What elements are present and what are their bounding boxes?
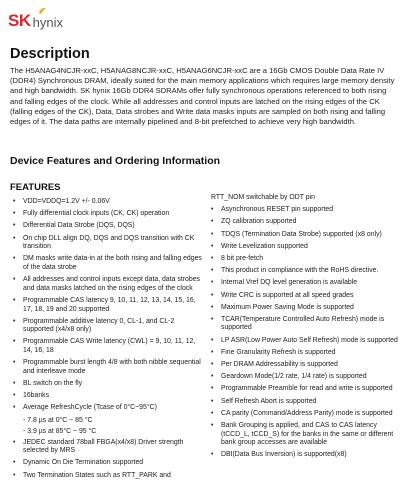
feature-item [13, 276, 203, 293]
bullet-icon: • [211, 230, 214, 238]
feature-text: ZQ calibration supported [221, 218, 297, 226]
features-ordering-heading: Device Features and Ordering Information [10, 155, 221, 167]
features-right-column [211, 194, 399, 464]
features-subheading: FEATURES [10, 182, 61, 193]
feature-text: Programmable CAS Write latency (CWL) = 9, 10, 11, 12, 14, 16, 18 [23, 338, 196, 355]
bullet-icon: • [13, 359, 16, 367]
feature-text: All addresses and control inputs except data, data strobes and data masks latched on the rising edges of the clock [23, 276, 200, 292]
feature-item [13, 235, 203, 252]
logo-sk-text: SK [8, 11, 31, 30]
feature-item [13, 338, 203, 355]
feature-item [211, 279, 399, 288]
bullet-icon: • [211, 254, 214, 262]
feature-item [211, 398, 399, 407]
bullet-icon: • [13, 296, 16, 304]
feature-item [211, 422, 399, 448]
bullet-icon: • [13, 404, 16, 412]
bullet-icon: • [211, 421, 214, 429]
feature-item [211, 316, 399, 333]
bullet-icon: • [211, 303, 214, 311]
feature-text: 16banks [23, 392, 50, 400]
feature-item [13, 297, 203, 314]
feature-item [13, 359, 203, 376]
description-heading: Description [10, 46, 90, 62]
bullet-icon: • [13, 380, 16, 388]
features-left-column [13, 198, 203, 480]
feature-text: DBI(Data Bus Inversion) is supported(x8) [221, 451, 347, 459]
feature-text: TDQS (Termination Data Strobe) supported (x8 only) [221, 230, 382, 238]
feature-item [13, 318, 203, 335]
bullet-icon: • [13, 459, 16, 467]
bullet-icon: • [211, 373, 214, 381]
feature-text: Differential Data Strobe (DQS, DQS) [23, 222, 135, 230]
feature-text: Per DRAM Addressability is supported [221, 361, 338, 369]
feature-text: Internal Vref DQ level generation is available [221, 279, 358, 287]
feature-item [13, 222, 203, 231]
feature-text: CA parity (Command/Address Parity) mode is supported [221, 409, 393, 417]
feature-item [13, 392, 203, 401]
bullet-icon: • [211, 361, 214, 369]
bullet-icon: • [13, 338, 16, 346]
feature-text: Fine Granularity Refresh is supported [221, 348, 336, 356]
feature-text: DM masks write data-in at the both rising and falling edges of the data strobe [23, 255, 202, 271]
feature-text: Programmable Preamble for read and write is supported [221, 385, 393, 393]
bullet-icon: • [211, 451, 214, 459]
feature-text: TCAR(Temperature Controlled Auto Refresh) mode is supported [221, 315, 385, 332]
bullet-icon: • [211, 409, 214, 417]
feature-text: This product in compliance with the RoHS directive. [221, 267, 379, 275]
bullet-icon: • [13, 255, 16, 263]
feature-text: Programmable burst length 4/8 with both nibble sequential and interleave mode [23, 359, 201, 375]
bullet-icon: • [13, 198, 16, 205]
bullet-icon: • [211, 291, 214, 299]
feature-text: - 7.8 µs at 0°C ~ 85 °C [23, 416, 93, 424]
sk-hynix-logo [8, 8, 63, 34]
feature-item [13, 459, 203, 468]
feature-item [211, 361, 399, 370]
bullet-icon: • [13, 210, 16, 218]
bullet-icon: • [13, 438, 16, 446]
bullet-icon: • [211, 206, 214, 214]
feature-item [13, 255, 203, 272]
bullet-icon: • [211, 348, 214, 356]
feature-item [13, 428, 203, 437]
bullet-icon: • [13, 392, 16, 400]
feature-item [13, 198, 203, 207]
feature-item [13, 417, 203, 426]
feature-text: JEDEC standard 78ball FBGA(x4/x8) Driver strength selected by MRS [23, 438, 184, 455]
bullet-icon: • [211, 218, 214, 226]
feature-text: BL switch on the fly [23, 380, 83, 388]
feature-text: Self Refresh Abort is supported [221, 397, 317, 405]
bullet-icon: • [211, 397, 214, 405]
bullet-icon: • [211, 315, 214, 323]
feature-item [13, 404, 203, 413]
feature-item [211, 206, 399, 215]
feature-text: Dynamic On Die Termination supported [23, 459, 144, 467]
bullet-icon: • [13, 234, 16, 242]
feature-item [211, 292, 399, 301]
feature-text: VDD=VDDQ=1.2V +/- 0.06V [23, 198, 110, 205]
feature-text: RTT_NOM switchable by ODT pin [211, 194, 315, 201]
feature-item [211, 194, 399, 203]
feature-item [211, 243, 399, 252]
feature-text: Asynchronous RESET pin supported [221, 206, 334, 214]
feature-text: Programmable CAS latency 9, 10, 11, 12, 13, 14, 15, 16, 17, 18, 19 and 20 supported [23, 296, 196, 313]
logo-hynix-text: hynix [32, 14, 63, 30]
bullet-icon: • [13, 471, 16, 479]
feature-item [211, 410, 399, 419]
feature-text: Programmable additive latency 0, CL-1, and CL-2 supported (x4/x8 only) [23, 317, 175, 334]
feature-text: Write CRC is supported at all speed grades [221, 291, 354, 299]
feature-text: Maximum Power Saving Mode is supported [221, 303, 354, 311]
feature-text: - 3.9 µs at 85°C ~ 95 °C [23, 427, 97, 435]
bullet-icon: • [211, 242, 214, 250]
bullet-icon: • [13, 276, 16, 284]
feature-text: Write Levelization supported [221, 242, 308, 250]
feature-item [211, 231, 399, 240]
feature-item [13, 380, 203, 389]
feature-item [211, 385, 399, 394]
feature-text: LP ASR(Low Power Auto Self Refresh) mode is supported [221, 336, 398, 344]
feature-item [211, 451, 399, 460]
feature-text: Average RefreshCycle (Tcase of 0°C~95°C) [23, 404, 157, 412]
bullet-icon: • [211, 336, 214, 344]
feature-item [211, 267, 399, 276]
feature-text: Two Termination States such as RTT_PARK and [23, 471, 171, 479]
feature-text: On chip DLL align DQ, DQS and DQS transition with CK transition [23, 234, 195, 251]
feature-item [211, 304, 399, 313]
feature-item [211, 337, 399, 346]
bullet-icon: • [13, 317, 16, 325]
feature-item [13, 472, 203, 480]
feature-item [13, 210, 203, 219]
feature-item [211, 349, 399, 358]
feature-text: Geardown Mode(1/2 rate, 1/4 rate) is supported [221, 373, 367, 381]
bullet-icon: • [211, 279, 214, 287]
feature-text: Bank Grouping is applied, and CAS to CAS latency (tCCD_L, tCCD_S) for the banks in the same or different bank group accesses are available [221, 421, 394, 447]
bullet-icon: • [211, 385, 214, 393]
feature-item [211, 255, 399, 264]
feature-item [211, 218, 399, 227]
feature-item [13, 439, 203, 456]
description-paragraph: The H5ANAG4NCJR-xxC, H5ANAG8NCJR-xxC, H5ANAG6NCJR-xxC are a 16Gb CMOS Double Data Rate IV (DDR4) Synchronous DRAM, ideally suited for the main memory applications which requires large memory density and high bandwidth. SK hynix 16Gb DDR4 SDRAMs offer fully synchronous operations referenced to both rising and falling edges of the clock. While all addresses and control inputs are latched on the rising edges of the CK (falling edges of the CK), Data, Data strobes and Write data masks inputs are sampled on both rising and falling edges of it. The data paths are internally pipelined and 8-bit prefetched to achieve very high bandwidth. [10, 66, 395, 127]
bullet-icon: • [211, 267, 214, 275]
feature-item [211, 373, 399, 382]
feature-text: Fully differential clock inputs (CK, CK) operation [23, 210, 170, 218]
feature-text: 8 bit pre-fetch [221, 254, 264, 262]
bullet-icon: • [13, 222, 16, 230]
